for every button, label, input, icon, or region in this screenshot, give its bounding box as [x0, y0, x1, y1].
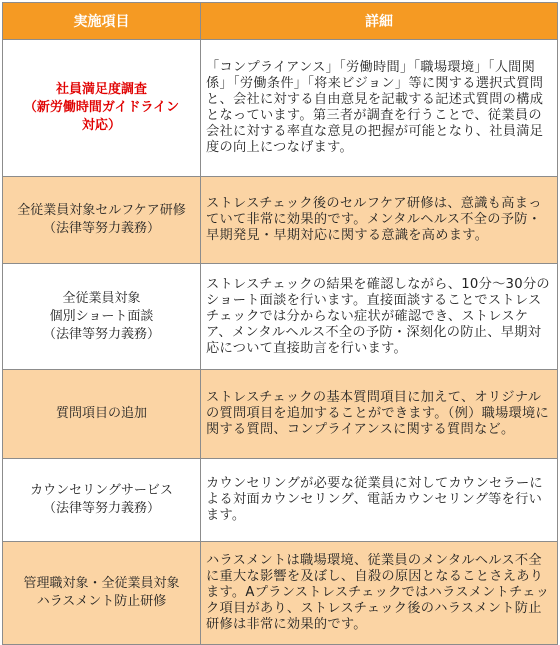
service-table-container — [2, 2, 557, 645]
detail-cell: ストレスチェックの結果を確認しながら、10分～30分のショート面談を行います。直接面談することでストレスチェックでは分からない症状が確認でき、ストレスケア、メンタルヘルス不全の予防・深刻化の防止、早期対応について直接助言を行います。 — [201, 264, 558, 370]
table-header-row — [3, 3, 558, 40]
item-cell-selfcare-training: 全従業員対象セルフケア研修 （法律等努力義務） — [3, 177, 201, 264]
detail-cell: ストレスチェック後のセルフケア研修は、意識も高まっていて非常に効果的です。メンタルヘルス不全の予防・早期発見・早期対応に関する意識を高めます。 — [201, 177, 558, 264]
column-header-item: 実施項目 — [3, 3, 201, 40]
table-row — [3, 40, 558, 177]
table-row — [3, 264, 558, 370]
detail-cell: カウンセリングが必要な従業員に対してカウンセラーによる対面カウンセリング、電話カウンセリング等を行います。 — [201, 459, 558, 542]
service-table — [2, 2, 558, 645]
item-cell-harassment-training: 管理職対象・全従業員対象 ハラスメント防止研修 — [3, 542, 201, 645]
detail-cell: ストレスチェックの基本質問項目に加えて、オリジナルの質問項目を追加することができます。（例）職場環境に関する質問、コンプライアンスに関する質問など。 — [201, 370, 558, 459]
column-header-detail: 詳細 — [201, 3, 558, 40]
detail-cell: ハラスメントは職場環境、従業員のメンタルヘルス不全に重大な影響を及ぼし、自殺の原因となることさえあります。Aプランストレスチェックではハラスメントチェック項目があり、ストレスチェック後のハラスメント防止研修は非常に効果的です。 — [201, 542, 558, 645]
table-row — [3, 370, 558, 459]
table-row — [3, 459, 558, 542]
item-cell-counseling-service: カウンセリングサービス （法律等努力義務） — [3, 459, 201, 542]
table-row — [3, 177, 558, 264]
detail-cell: 「コンプライアンス」「労働時間」「職場環境」「人間関係」「労働条件」「将来ビジョン」等に関する選択式質問と、会社に対する自由意見を記載する記述式質問の構成となっています。第三者が調査を行うことで、従業員の会社に対する率直な意見の把握が可能となり、社員満足度の向上につなげます。 — [201, 40, 558, 177]
item-cell-additional-questions: 質問項目の追加 — [3, 370, 201, 459]
item-cell-employee-satisfaction-survey: 社員満足度調査 （新労働時間ガイドライン 対応） — [3, 40, 201, 177]
table-row — [3, 542, 558, 645]
item-cell-short-interview: 全従業員対象 個別ショート面談 （法律等努力義務） — [3, 264, 201, 370]
